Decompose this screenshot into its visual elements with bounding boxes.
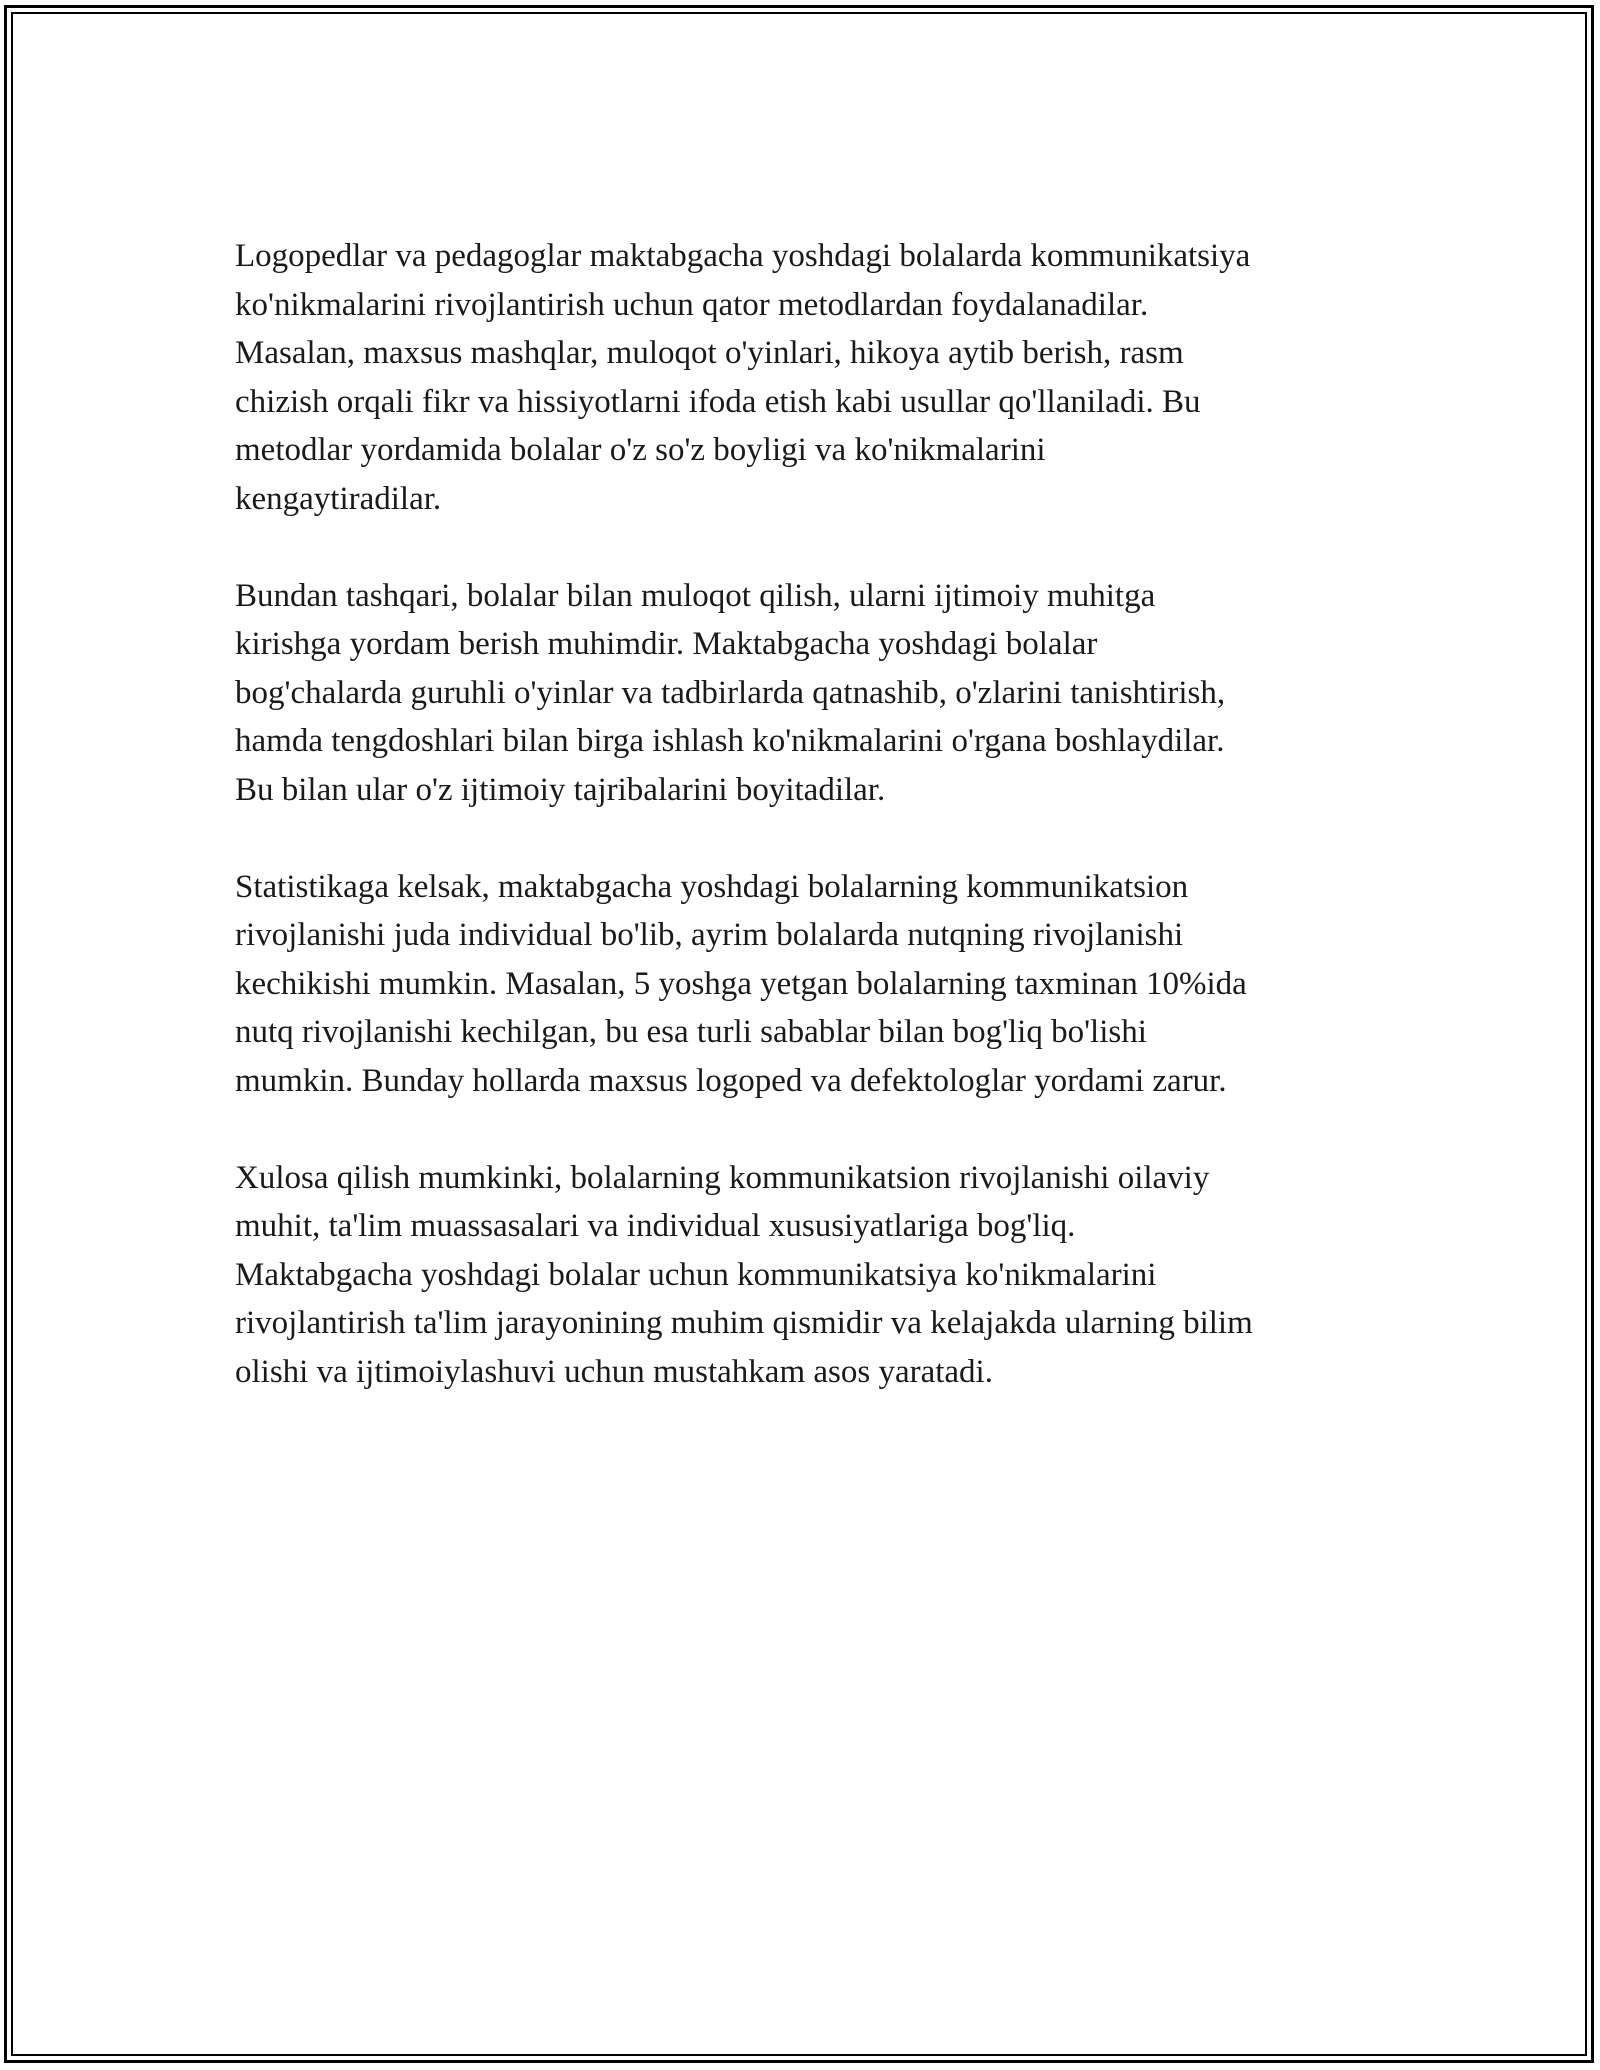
document-body — [235, 232, 1375, 1445]
paragraph-3 — [235, 863, 1375, 1106]
text-line: Statistikaga kelsak, maktabgacha yoshdagi bolalarning kommunikatsion — [235, 868, 1189, 905]
text-line: olishi va ijtimoiylashuvi uchun mustahkam asos yaratadi. — [235, 1353, 993, 1390]
text-line: bog'chalarda guruhli o'yinlar va tadbirlarda qatnashib, o'zlarini tanishtirish, — [235, 674, 1226, 711]
text-line: Xulosa qilish mumkinki, bolalarning kommunikatsion rivojlanishi oilaviy — [235, 1159, 1210, 1196]
text-line: chizish orqali fikr va hissiyotlarni ifoda etish kabi usullar qo'llaniladi. Bu — [235, 383, 1201, 420]
text-line: rivojlanishi juda individual bo'lib, ayrim bolalarda nutqning rivojlanishi — [235, 917, 1184, 953]
text-line: muhit, ta'lim muassasalari va individual xususiyatlariga bog'liq. — [235, 1208, 1076, 1244]
text-line: kechikishi mumkin. Masalan, 5 yoshga yetgan bolalarning taxminan 10%ida — [235, 965, 1247, 1002]
text-line: Bundan tashqari, bolalar bilan muloqot qilish, ularni ijtimoiy muhitga — [235, 577, 1156, 614]
paragraph-4 — [235, 1154, 1375, 1397]
text-line: rivojlantirish ta'lim jarayonining muhim qismidir va kelajakda ularning bilim — [235, 1305, 1253, 1341]
text-line: Bu bilan ular o'z ijtimoiy tajribalarini boyitadilar. — [235, 771, 886, 808]
text-line: nutq rivojlanishi kechilgan, bu esa turli sabablar bilan bog'liq bo'lishi — [235, 1014, 1147, 1050]
text-line: metodlar yordamida bolalar o'z so'z boyligi va ko'nikmalarini — [235, 432, 1046, 468]
text-line: mumkin. Bunday hollarda maxsus logoped va defektologlar yordami zarur. — [235, 1062, 1227, 1099]
paragraph-2 — [235, 572, 1375, 815]
text-line: ko'nikmalarini rivojlantirish uchun qator metodlardan foydalanadilar. — [235, 286, 1149, 323]
text-line: Logopedlar va pedagoglar maktabgacha yoshdagi bolalarda kommunikatsiya — [235, 238, 1251, 274]
text-line: kengaytiradilar. — [235, 480, 442, 517]
text-line: Masalan, maxsus mashqlar, muloqot o'yinlari, hikoya aytib berish, rasm — [235, 335, 1184, 371]
text-line: kirishga yordam berish muhimdir. Maktabgacha yoshdagi bolalar — [235, 626, 1098, 662]
text-line: Maktabgacha yoshdagi bolalar uchun kommunikatsiya ko'nikmalarini — [235, 1256, 1157, 1293]
paragraph-1 — [235, 232, 1375, 523]
text-line: hamda tengdoshlari bilan birga ishlash ko'nikmalarini o'rgana boshlaydilar. — [235, 723, 1225, 759]
